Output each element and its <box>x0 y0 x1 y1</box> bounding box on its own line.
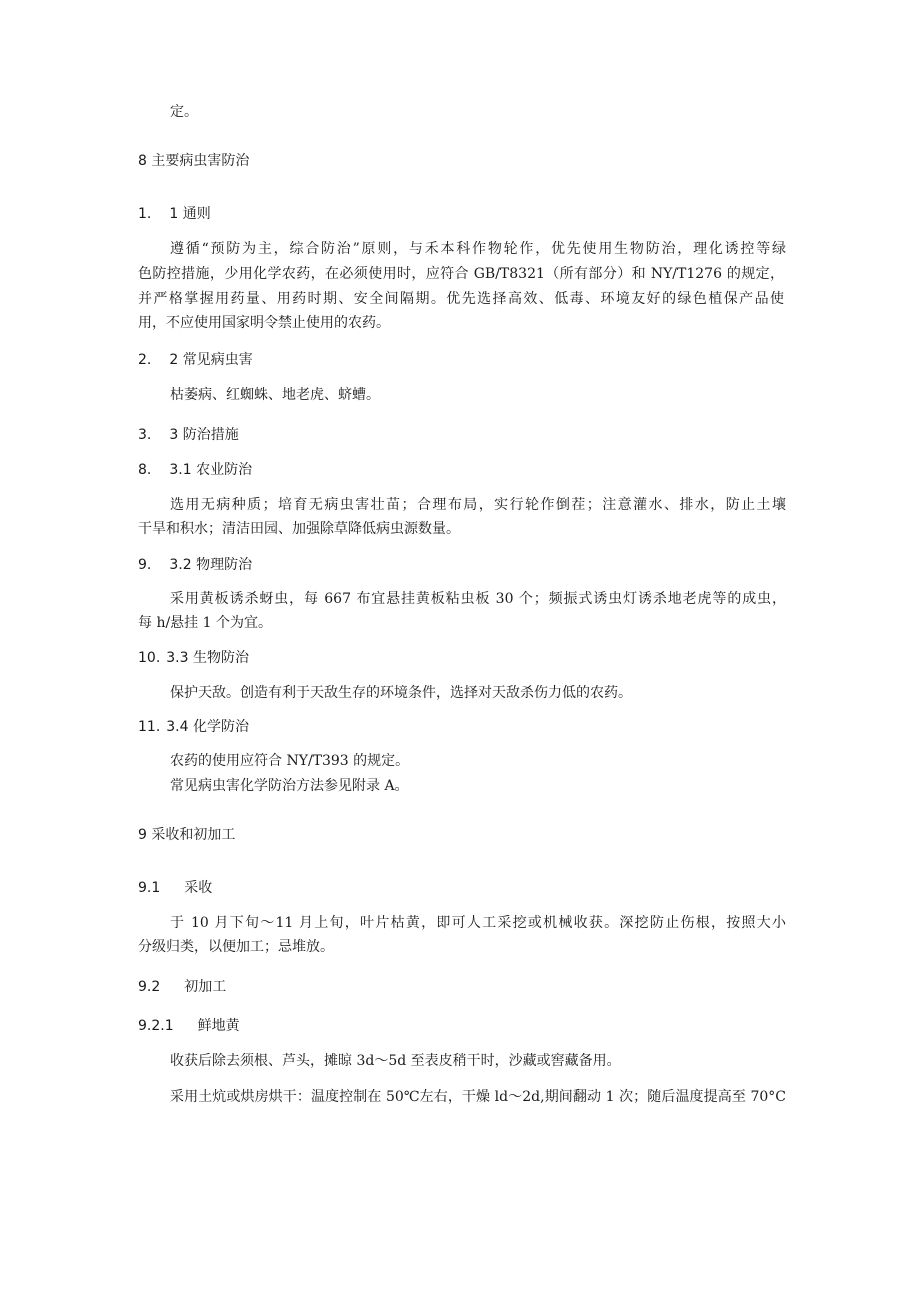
subsection-heading-9-1 <box>138 878 212 898</box>
heading-title: 初加工 <box>184 979 227 995</box>
subsection-heading-8-3-3 <box>138 648 249 668</box>
section-heading-8: 8 主要病虫害防治 <box>138 153 250 169</box>
heading-title: 1 通则 <box>169 206 211 222</box>
paragraph-line: 用，不应使用国家明令禁止使用的农药。 <box>138 315 390 331</box>
heading-title: 鲜地黄 <box>197 1018 240 1034</box>
heading-number: 10. <box>138 650 161 666</box>
heading-number: 9.1 <box>138 880 161 896</box>
paragraph-line: 色防控措施，少用化学农药，在必须使用时，应符合 GB/T8321（所有部分）和 NY/T1276 的规定， <box>138 266 784 282</box>
heading-number: 8. <box>138 462 152 478</box>
heading-number: 9.2.1 <box>138 1018 174 1034</box>
paragraph-line: 农药的使用应符合 NY/T393 的规定。 <box>170 753 410 769</box>
paragraph-line: 保护天敌。创造有利于天敌生存的环境条件，选择对天敌杀伤力低的农药。 <box>170 685 632 701</box>
paragraph-line: 定。 <box>170 104 198 120</box>
heading-number: 9. <box>138 557 152 573</box>
heading-title: 3.4 化学防治 <box>166 719 249 735</box>
heading-number: 3. <box>138 427 152 443</box>
paragraph-line: 于 10 月下旬～11 月上旬，叶片枯黄，即可人工采挖或机械收获。深挖防止伤根，按照大小 <box>170 915 786 931</box>
paragraph-line: 并严格掌握用药量、用药时期、安全间隔期。优先选择高效、低毒、环境友好的绿色植保产品使 <box>138 291 784 307</box>
paragraph-line: 采用黄板诱杀蚜虫，每 667 布宜悬挂黄板粘虫板 30 个；频振式诱虫灯诱杀地老虎等的成虫， <box>170 591 786 607</box>
paragraph-line: 每 h/悬挂 1 个为宜。 <box>138 615 272 631</box>
paragraph-line: 常见病虫害化学防治方法参见附录 A。 <box>170 778 409 794</box>
heading-title: 采收 <box>184 880 213 896</box>
subsection-heading-8-2 <box>138 350 253 370</box>
heading-title: 3.2 物理防治 <box>169 557 253 573</box>
subsection-heading-8-3-1 <box>138 460 252 480</box>
section-heading-9: 9 采收和初加工 <box>138 827 236 843</box>
heading-number: 11. <box>138 719 161 735</box>
heading-title: 2 常见病虫害 <box>169 352 253 368</box>
subsection-heading-9-2 <box>138 977 226 997</box>
heading-number: 2. <box>138 352 152 368</box>
subsection-heading-8-3 <box>138 425 239 445</box>
paragraph-line: 枯萎病、红蜘蛛、地老虎、蛴螬。 <box>170 387 380 403</box>
paragraph-line: 干旱和积水；清洁田园、加强除草降低病虫源数量。 <box>138 521 460 537</box>
heading-title: 3.1 农业防治 <box>169 462 253 478</box>
paragraph-line: 采用土炕或烘房烘干：温度控制在 50℃左右，干燥 ld～2d,期间翻动 1 次；随后温度提高至 70°C <box>170 1089 786 1105</box>
subsection-heading-8-1 <box>138 204 211 224</box>
paragraph-line: 遵循“预防为主，综合防治”原则，与禾本科作物轮作，优先使用生物防治，理化诱控等绿 <box>170 241 786 257</box>
heading-number: 9.2 <box>138 979 161 995</box>
subsection-heading-8-3-4 <box>138 717 249 737</box>
paragraph-line: 选用无病种质；培育无病虫害壮苗；合理布局，实行轮作倒茬；注意灌水、排水，防止土壤 <box>170 497 786 513</box>
paragraph-line: 收获后除去须根、芦头，摊晾 3d～5d 至表皮稍干时，沙藏或窖藏备用。 <box>170 1053 621 1069</box>
subsection-heading-9-2-1 <box>138 1016 240 1036</box>
heading-title: 3.3 生物防治 <box>166 650 249 666</box>
paragraph-line: 分级归类，以便加工；忌堆放。 <box>138 939 334 955</box>
heading-number: 1. <box>138 206 152 222</box>
heading-title: 3 防治措施 <box>169 427 239 443</box>
subsection-heading-8-3-2 <box>138 555 252 575</box>
